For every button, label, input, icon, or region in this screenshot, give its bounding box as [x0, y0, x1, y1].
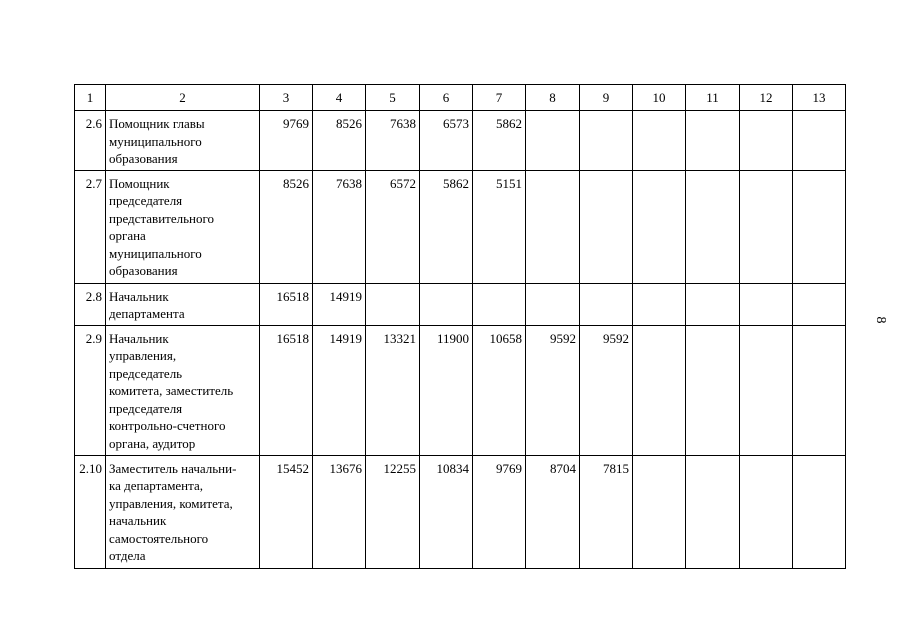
salary-cell — [686, 455, 740, 568]
salary-cell — [633, 325, 686, 455]
table-row — [75, 170, 846, 283]
salary-cell — [633, 111, 686, 171]
salary-cell: 12255 — [366, 455, 420, 568]
salary-cell: 10834 — [420, 455, 473, 568]
table-row — [75, 455, 846, 568]
salary-cell: 5862 — [420, 170, 473, 283]
salary-cell — [686, 170, 740, 283]
salary-cell — [740, 325, 793, 455]
row-number: 2.8 — [75, 283, 106, 325]
salary-cell: 7638 — [313, 170, 366, 283]
salary-cell — [526, 283, 580, 325]
salary-cell — [740, 283, 793, 325]
salary-cell: 13676 — [313, 455, 366, 568]
salary-cell: 9769 — [473, 455, 526, 568]
salary-cell: 14919 — [313, 325, 366, 455]
position-name: Помощник главы муниципального образования — [106, 111, 260, 171]
salary-cell: 15452 — [260, 455, 313, 568]
column-header: 1 — [75, 85, 106, 111]
salary-cell — [686, 283, 740, 325]
column-header: 7 — [473, 85, 526, 111]
salary-cell: 9769 — [260, 111, 313, 171]
salary-cell — [740, 170, 793, 283]
salary-cell — [473, 283, 526, 325]
page-number: 8 — [873, 316, 888, 324]
salary-table — [74, 84, 846, 569]
salary-cell: 16518 — [260, 325, 313, 455]
row-number: 2.9 — [75, 325, 106, 455]
salary-cell — [526, 111, 580, 171]
position-name: Заместитель начальни- ка департамента, управления, комитета, начальник самостоятельного отдела — [106, 455, 260, 568]
salary-cell: 9592 — [580, 325, 633, 455]
column-header: 3 — [260, 85, 313, 111]
salary-cell — [420, 283, 473, 325]
salary-cell: 5862 — [473, 111, 526, 171]
table-row — [75, 283, 846, 325]
salary-cell — [526, 170, 580, 283]
column-header: 4 — [313, 85, 366, 111]
salary-cell: 10658 — [473, 325, 526, 455]
column-header: 5 — [366, 85, 420, 111]
salary-cell: 9592 — [526, 325, 580, 455]
salary-cell — [793, 170, 846, 283]
salary-cell — [580, 283, 633, 325]
salary-cell: 7638 — [366, 111, 420, 171]
salary-cell — [686, 111, 740, 171]
column-header: 6 — [420, 85, 473, 111]
salary-cell: 7815 — [580, 455, 633, 568]
column-header: 11 — [686, 85, 740, 111]
column-header: 9 — [580, 85, 633, 111]
column-header: 12 — [740, 85, 793, 111]
salary-cell — [366, 283, 420, 325]
salary-cell — [740, 111, 793, 171]
position-name: Начальник департамента — [106, 283, 260, 325]
position-name: Помощник председателя представительного органа муниципального образования — [106, 170, 260, 283]
salary-cell — [793, 111, 846, 171]
salary-cell: 8704 — [526, 455, 580, 568]
column-header: 13 — [793, 85, 846, 111]
salary-cell: 14919 — [313, 283, 366, 325]
table-row — [75, 325, 846, 455]
salary-cell — [633, 170, 686, 283]
salary-cell — [793, 325, 846, 455]
salary-cell: 13321 — [366, 325, 420, 455]
salary-cell: 8526 — [260, 170, 313, 283]
header-row — [75, 85, 846, 111]
salary-cell: 8526 — [313, 111, 366, 171]
column-header: 2 — [106, 85, 260, 111]
salary-cell — [793, 455, 846, 568]
salary-cell — [580, 111, 633, 171]
salary-cell: 16518 — [260, 283, 313, 325]
salary-cell — [793, 283, 846, 325]
salary-cell — [633, 455, 686, 568]
column-header: 8 — [526, 85, 580, 111]
table-row — [75, 111, 846, 171]
row-number: 2.6 — [75, 111, 106, 171]
row-number: 2.7 — [75, 170, 106, 283]
salary-cell — [686, 325, 740, 455]
row-number: 2.10 — [75, 455, 106, 568]
salary-cell: 5151 — [473, 170, 526, 283]
salary-cell — [633, 283, 686, 325]
position-name: Начальник управления, председатель комитета, заместитель председателя контрольно-счетного органа, аудитор — [106, 325, 260, 455]
salary-cell — [580, 170, 633, 283]
salary-cell — [740, 455, 793, 568]
salary-cell: 11900 — [420, 325, 473, 455]
salary-cell: 6573 — [420, 111, 473, 171]
salary-cell: 6572 — [366, 170, 420, 283]
column-header: 10 — [633, 85, 686, 111]
